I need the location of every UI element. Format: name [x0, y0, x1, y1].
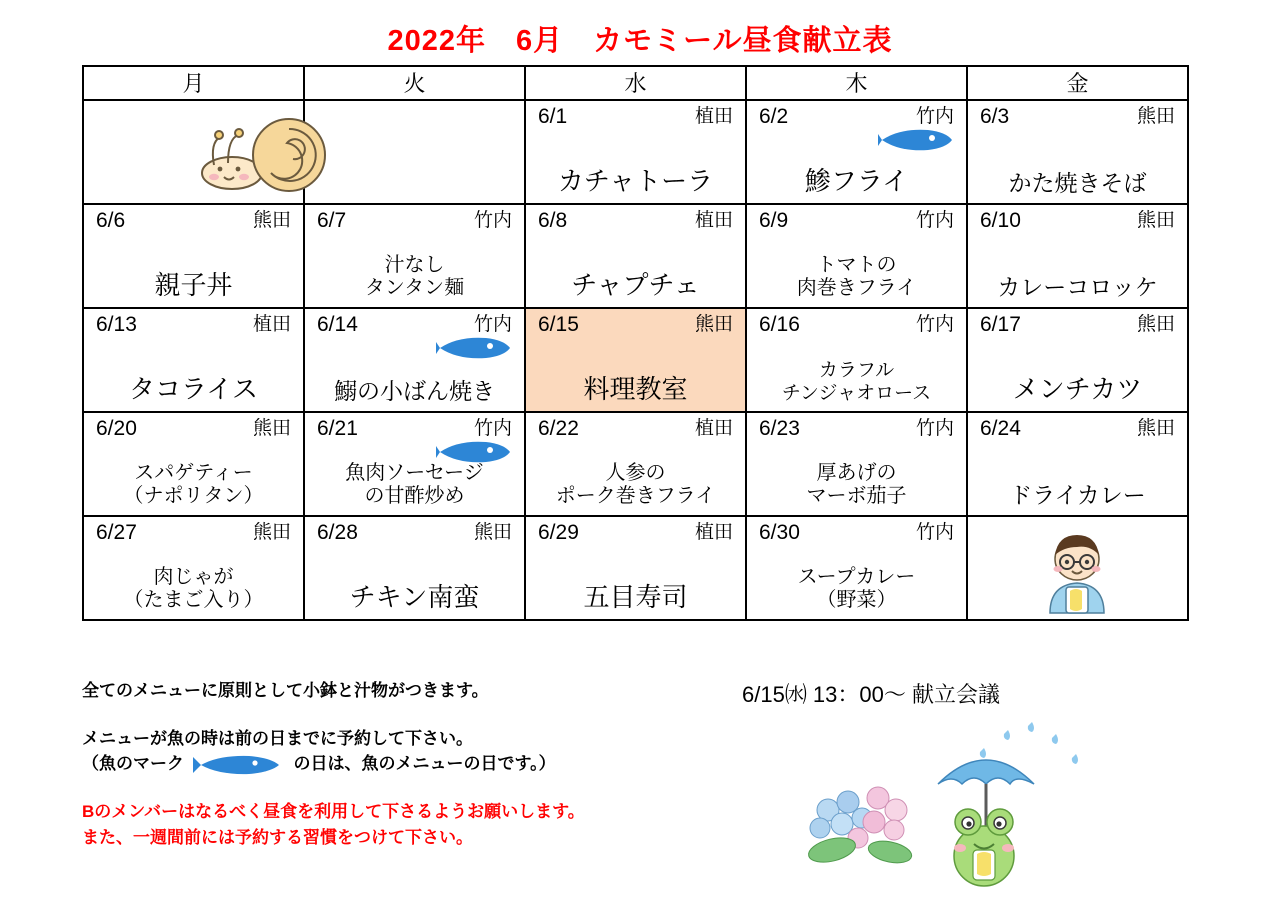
day-cell-head: [305, 413, 524, 441]
day-cell-head: [747, 205, 966, 233]
table-row: [83, 204, 1188, 308]
day-menu: [84, 270, 303, 301]
page-title: 2022年 6月 カモミール昼食献立表: [387, 25, 893, 57]
menu-line: スープカレー: [797, 565, 916, 588]
day-cell-head: [526, 517, 745, 545]
day-menu: [305, 582, 524, 613]
day-cell-0613: [83, 308, 304, 412]
menu-line: トマトの: [816, 253, 897, 276]
day-date: 6/10: [980, 209, 1021, 232]
calendar-body: [83, 100, 1188, 620]
day-cell-0616: [746, 308, 967, 412]
day-menu: [747, 360, 966, 405]
day-cell-head: [747, 309, 966, 337]
day-staff: 植田: [252, 314, 291, 336]
day-cell-0617: [967, 308, 1188, 412]
menu-line: タンタン麺: [364, 277, 465, 300]
menu-line: メンチカツ: [1012, 374, 1143, 405]
day-cell-head: [526, 205, 745, 233]
day-staff: 竹内: [473, 418, 512, 440]
day-cell-0624: [967, 412, 1188, 516]
day-menu: [305, 378, 524, 405]
menu-line: 五目寿司: [583, 582, 688, 613]
boy-illustration-icon: [1036, 525, 1118, 617]
day-staff: 熊田: [694, 314, 733, 336]
meeting-note: 6/15㈬ 13：00〜 献立会議: [742, 682, 1000, 707]
day-date: 6/3: [980, 105, 1010, 128]
day-cell-0621: [304, 412, 525, 516]
day-staff: 竹内: [915, 522, 954, 544]
day-cell-0623: [746, 412, 967, 516]
day-staff: 熊田: [1136, 210, 1175, 232]
day-date: 6/2: [759, 105, 789, 128]
table-row: [83, 308, 1188, 412]
day-cell-head: [84, 309, 303, 337]
day-cell-0615: [525, 308, 746, 412]
menu-line: チンジャオロース: [781, 382, 932, 404]
day-cell-0629: [525, 516, 746, 620]
day-date: 6/27: [96, 521, 137, 544]
day-cell-0614: [304, 308, 525, 412]
day-menu: [526, 462, 745, 509]
day-date: 6/24: [980, 417, 1021, 440]
day-cell-0606: [83, 204, 304, 308]
day-cell-0601: [525, 100, 746, 204]
fish-icon: [878, 127, 956, 153]
day-cell-empty-1: [83, 100, 304, 204]
day-staff: 熊田: [252, 210, 291, 232]
day-date: 6/29: [538, 521, 579, 544]
menu-line: （ナポリタン）: [123, 485, 264, 508]
day-staff: 熊田: [252, 418, 291, 440]
note-line-3: [82, 751, 762, 777]
day-staff: 竹内: [915, 314, 954, 336]
day-staff: 竹内: [473, 210, 512, 232]
frog-hydrangea-illustration: [770, 718, 1100, 888]
day-menu: [526, 270, 745, 301]
menu-line: 肉じゃが: [153, 565, 234, 588]
day-cell-head: [526, 309, 745, 337]
menu-line: 鯵フライ: [804, 166, 909, 197]
day-menu: [747, 462, 966, 509]
day-staff: 植田: [694, 210, 733, 232]
day-header-tue: 火: [304, 66, 525, 100]
day-menu: [968, 374, 1187, 405]
day-date: 6/22: [538, 417, 579, 440]
day-cell-0608: [525, 204, 746, 308]
note-red-1: Bのメンバーはなるべく昼食を利用して下さるようお願いします。: [82, 801, 585, 821]
day-cell-0603: [967, 100, 1188, 204]
day-menu: [526, 582, 745, 613]
menu-line: チキン南蛮: [349, 582, 480, 613]
notes-section: [82, 678, 762, 851]
day-cell-head: [968, 309, 1187, 337]
day-cell-empty-3: [967, 516, 1188, 620]
day-date: 6/28: [317, 521, 358, 544]
day-cell-0609: [746, 204, 967, 308]
note-red-2: また、一週間前には予約する習慣をつけて下さい。: [82, 827, 473, 847]
day-date: 6/13: [96, 313, 137, 336]
menu-line: タコライス: [129, 374, 258, 405]
day-date: 6/16: [759, 313, 800, 336]
day-cell-empty-2: [304, 100, 525, 204]
day-date: 6/17: [980, 313, 1021, 336]
day-header-thu: 木: [746, 66, 967, 100]
menu-line: ドライカレー: [1009, 481, 1146, 508]
day-cell-0610: [967, 204, 1188, 308]
day-cell-head: [968, 205, 1187, 233]
day-date: 6/7: [317, 209, 347, 232]
day-menu: [84, 462, 303, 509]
day-header-fri: 金: [967, 66, 1188, 100]
menu-line: カレーコロッケ: [997, 273, 1158, 300]
day-cell-0620: [83, 412, 304, 516]
day-date: 6/30: [759, 521, 800, 544]
menu-line: マーボ茄子: [806, 485, 907, 508]
day-cell-0627: [83, 516, 304, 620]
menu-line: ポーク巻きフライ: [555, 485, 716, 508]
day-menu: [747, 166, 966, 197]
day-menu: [84, 566, 303, 613]
menu-line: 料理教室: [583, 374, 688, 405]
day-cell-head: [305, 309, 524, 337]
day-menu: [968, 482, 1187, 509]
menu-line: 肉巻きフライ: [796, 277, 917, 300]
day-staff: 竹内: [915, 106, 954, 128]
note-line-2-group: [82, 726, 762, 777]
day-menu: [968, 170, 1187, 197]
day-cell-head: [84, 517, 303, 545]
menu-line: （野菜）: [816, 589, 897, 612]
day-menu: [747, 566, 966, 613]
day-cell-head: [305, 517, 524, 545]
day-staff: 熊田: [473, 522, 512, 544]
menu-line: チャプチェ: [571, 270, 700, 301]
menu-line: カチャトーラ: [557, 166, 714, 197]
day-cell-head: [968, 101, 1187, 129]
note-line-2: メニューが魚の時は前の日までに予約して下さい。: [82, 728, 473, 748]
day-date: 6/15: [538, 313, 579, 336]
menu-line: スパゲティー: [134, 461, 253, 484]
day-cell-head: [747, 517, 966, 545]
day-date: 6/6: [96, 209, 126, 232]
day-cell-0602: [746, 100, 967, 204]
day-menu: [526, 374, 745, 405]
note-line-1: 全てのメニューに原則として小鉢と汁物がつきます。: [82, 681, 489, 700]
day-cell-head: [526, 101, 745, 129]
table-row: [83, 100, 1188, 204]
day-cell-head: [526, 413, 745, 441]
menu-line: かた焼きそば: [1008, 169, 1147, 196]
day-header-wed: 水: [525, 66, 746, 100]
day-menu: [747, 254, 966, 301]
menu-line: の甘酢炒め: [364, 485, 465, 508]
day-menu: [968, 274, 1187, 301]
day-cell-0622: [525, 412, 746, 516]
menu-line: カラフル: [818, 360, 895, 382]
menu-line: （たまご入り）: [123, 589, 264, 612]
menu-line: 人参の: [605, 461, 666, 484]
day-staff: 竹内: [915, 210, 954, 232]
menu-line: 鰯の小ばん焼き: [334, 377, 495, 404]
day-date: 6/8: [538, 209, 568, 232]
day-menu: [305, 254, 524, 301]
day-staff: 植田: [694, 106, 733, 128]
day-cell-head: [305, 205, 524, 233]
day-cell-head: [968, 413, 1187, 441]
day-date: 6/1: [538, 105, 568, 128]
menu-line: 親子丼: [154, 270, 233, 301]
day-cell-head: [747, 101, 966, 129]
day-cell-0630: [746, 516, 967, 620]
menu-calendar-table: [82, 65, 1189, 621]
day-date: 6/21: [317, 417, 358, 440]
day-staff: 熊田: [1136, 314, 1175, 336]
day-date: 6/20: [96, 417, 137, 440]
day-staff: 熊田: [1136, 106, 1175, 128]
menu-line: 厚あげの: [816, 461, 897, 484]
day-staff: 熊田: [252, 522, 291, 544]
menu-line: 魚肉ソーセージ: [345, 461, 484, 484]
menu-line: 汁なし: [384, 253, 445, 276]
day-menu: [84, 374, 303, 405]
fish-icon: [193, 754, 285, 776]
day-header-mon: 月: [83, 66, 304, 100]
day-menu: [526, 166, 745, 197]
note-line-3-suffix: の日は、魚のメニューの日です。）: [293, 754, 556, 773]
frog-illustration: [954, 809, 1014, 886]
calendar-header-row: [83, 66, 1188, 100]
day-staff: 竹内: [915, 418, 954, 440]
day-date: 6/9: [759, 209, 789, 232]
note-line-3-prefix: （魚のマーク: [82, 754, 184, 773]
day-date: 6/14: [317, 313, 358, 336]
day-staff: 熊田: [1136, 418, 1175, 440]
day-cell-head: [747, 413, 966, 441]
table-row: [83, 516, 1188, 620]
table-row: [83, 412, 1188, 516]
day-staff: 竹内: [473, 314, 512, 336]
day-menu: [305, 462, 524, 509]
day-cell-0607: [304, 204, 525, 308]
day-date: 6/23: [759, 417, 800, 440]
day-staff: 植田: [694, 418, 733, 440]
fish-icon: [436, 335, 514, 361]
day-cell-head: [84, 205, 303, 233]
day-cell-head: [84, 413, 303, 441]
day-staff: 植田: [694, 522, 733, 544]
day-cell-0628: [304, 516, 525, 620]
